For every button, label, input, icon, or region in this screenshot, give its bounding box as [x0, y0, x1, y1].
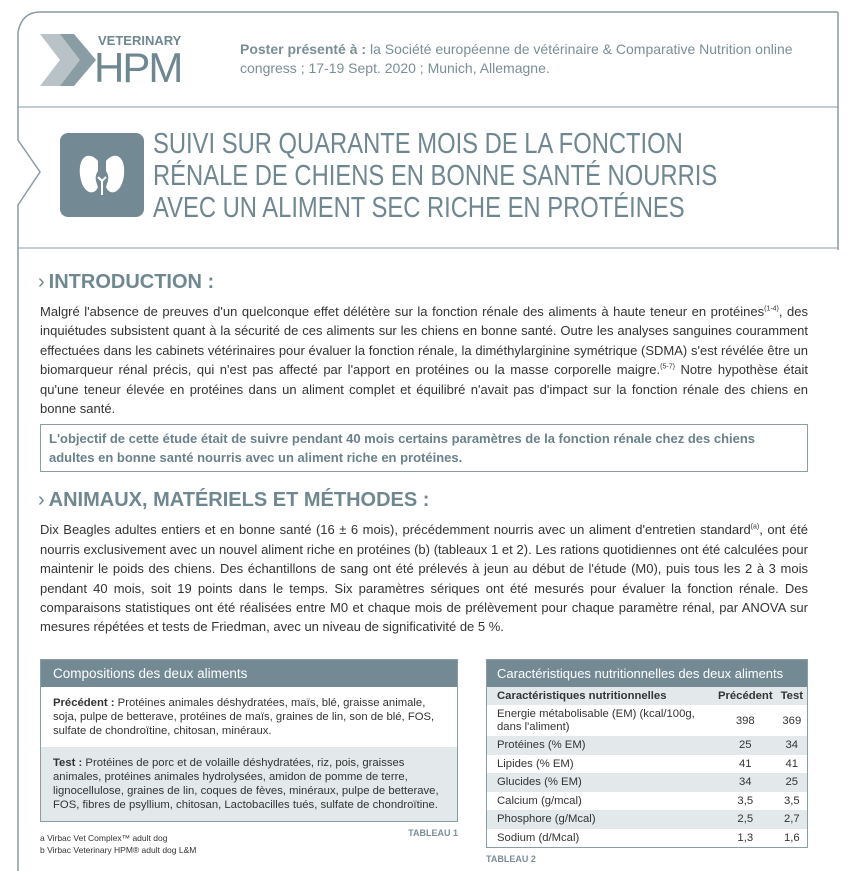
table-cell: 3,5 — [783, 794, 800, 807]
table-2 — [486, 659, 808, 849]
table-cell: 2,5 — [737, 813, 754, 826]
table-2-title: Caractéristiques nutritionnelles des deux aliments — [487, 660, 807, 687]
methods-heading: › ANIMAUX, MATÉRIELS ET MÉTHODES : — [38, 489, 430, 512]
table-cell: 34 — [739, 776, 752, 789]
table-cell: 3,5 — [737, 794, 754, 807]
table-1-test: Test : Protéines de porc et de volaille déshydratées, riz, pois, graisses animales, protéines animales hydrolysées, amidon de pomme de terre, lignocellulose, graines de lin, coques de fèves, minéraux, pulpe de betterave, FOS, fibres de psyllium, chitosan, Lactobacilles tués, sulfate de chondroïtine. — [41, 747, 457, 821]
intro-heading: › INTRODUCTION : — [38, 271, 215, 293]
table-cell: 41 — [785, 757, 799, 770]
table-cell: 41 — [739, 757, 752, 770]
table-cell: Energie métabolisable (EM) (kcal/100g, dans l'aliment) — [497, 708, 695, 733]
poster-info: Poster présenté à : la Société européenne de vétérinaire & Comparative Nutrition online congress ; 17-19 Sept. 2020 ; Munich, Allemagne. — [240, 41, 793, 76]
table-2-caption: TABLEAU 2 — [486, 854, 536, 865]
table-cell: 25 — [739, 739, 752, 752]
objective-box: L'objectif de cette étude était de suivre pendant 40 mois certains paramètres de la fonction rénale chez des chiens adultes en bonne santé nourris avec un aliment riche en protéines. — [40, 424, 808, 472]
table-cell: Phosphore (g/Mcal) — [497, 813, 596, 826]
table-row — [487, 829, 807, 848]
table-1 — [40, 659, 458, 822]
footnotes: a Virbac Vet Complex™ adult dog b Virbac Veterinary HPM® adult dog L&M — [40, 832, 197, 855]
table-row — [487, 736, 807, 755]
table-cell: Calcium (g/mcal) — [497, 794, 582, 807]
table-cell: 398 — [735, 714, 755, 727]
table-1-caption: TABLEAU 1 — [408, 827, 458, 838]
table-cell: Sodium (d/Mcal) — [497, 831, 580, 844]
table-1-title: Compositions des deux aliments — [41, 660, 457, 687]
intro-text: Malgré l'absence de preuves d'un quelconque effet délétère sur la fonction rénale des aliments à haute teneur en protéines$^{(1-4)}$, des inquiétudes subsistent quant à la sécurité de ces aliments sur les chiens en bonne santé. Outre les analyses sanguines couramment effectuées dans les cabinets vétérinaires pour évaluer la fonction rénale, la diméthylarginine symétrique (SDMA) s'est révélée être un biomarqueur rénal précis, qui n'est pas affecté par l'apport en protéines ou la masse corporelle maigre.$^{(5-7)}$ Notre hypothèse était qu'une teneur élevée en protéines dans un aliment complet et équilibré n'avait pas d'impact sur la fonction rénale des chiens en bonne santé. — [40, 304, 808, 417]
veterinary-hpm-logo: VETERINARY HPM — [40, 34, 210, 88]
table-cell: 1,6 — [783, 831, 800, 844]
table-cell: 369 — [782, 714, 802, 727]
content — [40, 268, 808, 864]
table-header-row: Caractéristiques nutritionnelles Précédent Test — [487, 687, 807, 706]
tables — [40, 659, 808, 865]
table-cell: 2,7 — [783, 813, 800, 826]
table-row — [487, 755, 807, 774]
table-cell: Lipides (% EM) — [497, 757, 574, 770]
table-row — [487, 792, 807, 811]
table-cell: 1,3 — [737, 831, 754, 844]
table-row — [487, 773, 807, 792]
kidney-icon — [60, 133, 144, 217]
poster-title: SUIVI SUR QUARANTE MOIS DE LA FONCTION RÉNALE DE CHIENS EN BONNE SANTÉ NOURRIS AVEC UN ALIMENT SEC RICHE EN PROTÉINES — [153, 128, 718, 224]
table-cell: 34 — [785, 739, 799, 752]
table-cell: Glucides (% EM) — [497, 776, 582, 789]
table-cell: Protéines (% EM) — [497, 739, 586, 752]
table-row — [487, 810, 807, 829]
table-row — [487, 705, 807, 736]
table-cell: 25 — [785, 776, 799, 789]
methods-text: Dix Beagles adultes entiers et en bonne santé (16 ± 6 mois), précédemment nourris avec un aliment d'entretien standard$^{(a)}$, ont été nourris exclusivement avec un nouvel aliment riche en protéines (b) (tableaux 1 et 2). Les rations quotidiennes ont été calculées pour maintenir le poids des chiens. Des échantillons de sang ont été prélevés à jeun au début de l'étude (M0), puis tous les 2 à 3 mois pendant 40 mois, soit 19 points dans le temps. Six paramètres sériques ont été mesurés pour évaluer la fonction rénale. Des comparaisons statistiques ont été réalisées entre M0 et chaque mois de prélèvement pour chaque paramètre rénal, par ANOVA sur mesures répétées et tests de Friedman, avec un niveau de significativité de 5 %. — [40, 522, 808, 635]
table-1-previous: Précédent : Protéines animales déshydratées, maïs, blé, graisse animale, soja, pulpe de betterave, protéines de maïs, graines de lin, son de blé, FOS, sulfate de chondroïtine, chitosan, minéraux. — [53, 696, 435, 737]
